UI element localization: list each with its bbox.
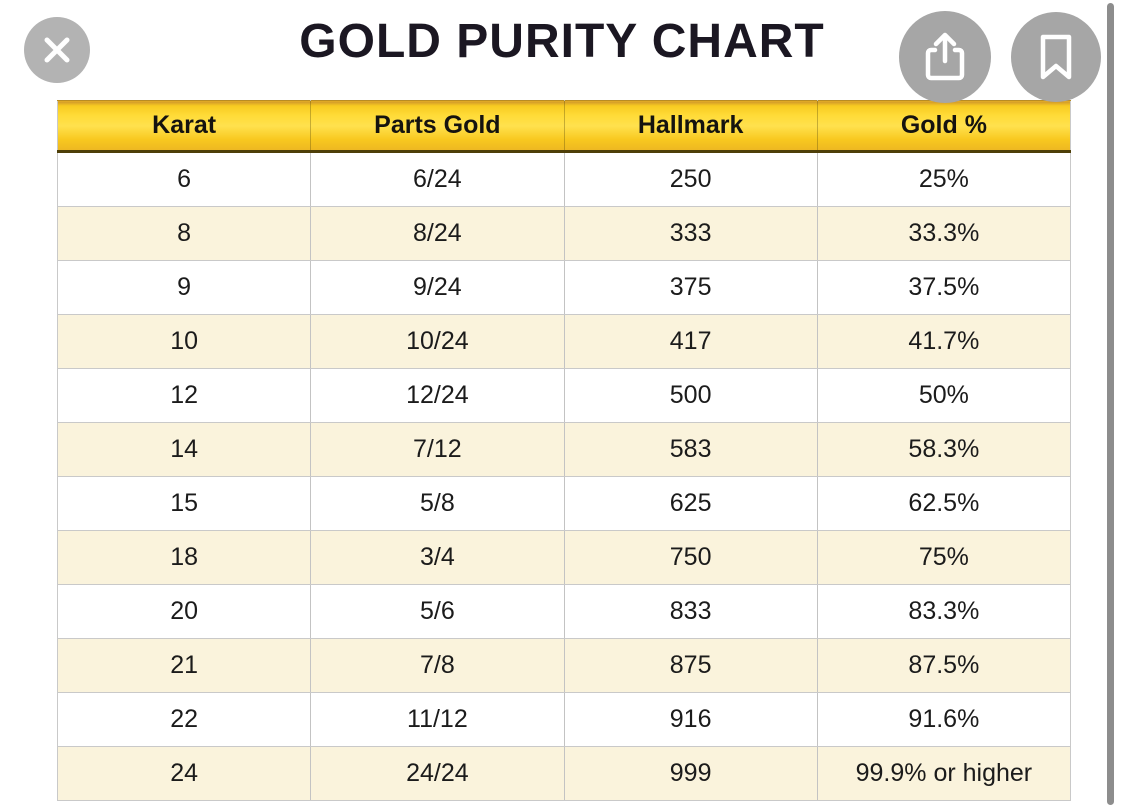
table-cell: 333 [564,207,817,261]
table-cell: 75% [817,531,1070,585]
table-row [58,315,1071,369]
table-row [58,207,1071,261]
table-cell: 33.3% [817,207,1070,261]
table-header [58,101,1071,152]
table-cell: 5/6 [311,585,564,639]
table-cell: 5/8 [311,477,564,531]
table-cell: 7/12 [311,423,564,477]
table-cell: 625 [564,477,817,531]
table-cell: 250 [564,152,817,207]
table-cell: 833 [564,585,817,639]
table-cell: 583 [564,423,817,477]
table-cell: 25% [817,152,1070,207]
table-row [58,747,1071,801]
table-row [58,369,1071,423]
table-cell: 750 [564,531,817,585]
gold-purity-table [57,100,1071,801]
table-cell: 14 [58,423,311,477]
column-header-hallmark: Hallmark [564,101,817,152]
table-row [58,531,1071,585]
table-cell: 3/4 [311,531,564,585]
column-header-karat: Karat [58,101,311,152]
table-cell: 41.7% [817,315,1070,369]
column-header-parts-gold: Parts Gold [311,101,564,152]
share-icon [921,31,969,83]
table-cell: 12 [58,369,311,423]
table-cell: 875 [564,639,817,693]
table-cell: 50% [817,369,1070,423]
table-cell: 6 [58,152,311,207]
table-cell: 15 [58,477,311,531]
table-cell: 916 [564,693,817,747]
table-body [58,152,1071,801]
table-row [58,585,1071,639]
table-cell: 500 [564,369,817,423]
table-cell: 9/24 [311,261,564,315]
table-header-row [58,101,1071,152]
table-row [58,693,1071,747]
table-cell: 87.5% [817,639,1070,693]
table-cell: 21 [58,639,311,693]
table-cell: 24 [58,747,311,801]
bookmark-icon [1035,33,1077,81]
table-cell: 999 [564,747,817,801]
table-cell: 22 [58,693,311,747]
page-title: GOLD PURITY CHART [299,15,825,68]
table-cell: 20 [58,585,311,639]
table-row [58,261,1071,315]
table-row [58,423,1071,477]
table-cell: 417 [564,315,817,369]
table-row [58,639,1071,693]
table-cell: 6/24 [311,152,564,207]
table-cell: 8 [58,207,311,261]
table-cell: 83.3% [817,585,1070,639]
share-button[interactable] [899,11,991,103]
close-button[interactable] [24,17,90,83]
table-cell: 375 [564,261,817,315]
table-cell: 62.5% [817,477,1070,531]
vertical-scrollbar[interactable] [1107,3,1114,805]
table-cell: 9 [58,261,311,315]
table-cell: 12/24 [311,369,564,423]
column-header-gold-: Gold % [817,101,1070,152]
close-icon [40,33,74,67]
table-cell: 58.3% [817,423,1070,477]
table-cell: 18 [58,531,311,585]
table-cell: 37.5% [817,261,1070,315]
table-cell: 8/24 [311,207,564,261]
table-row [58,152,1071,207]
table-cell: 91.6% [817,693,1070,747]
table-cell: 99.9% or higher [817,747,1070,801]
table-row [58,477,1071,531]
table-cell: 10 [58,315,311,369]
table-cell: 7/8 [311,639,564,693]
table-cell: 11/12 [311,693,564,747]
table-cell: 24/24 [311,747,564,801]
table-cell: 10/24 [311,315,564,369]
bookmark-button[interactable] [1011,12,1101,102]
